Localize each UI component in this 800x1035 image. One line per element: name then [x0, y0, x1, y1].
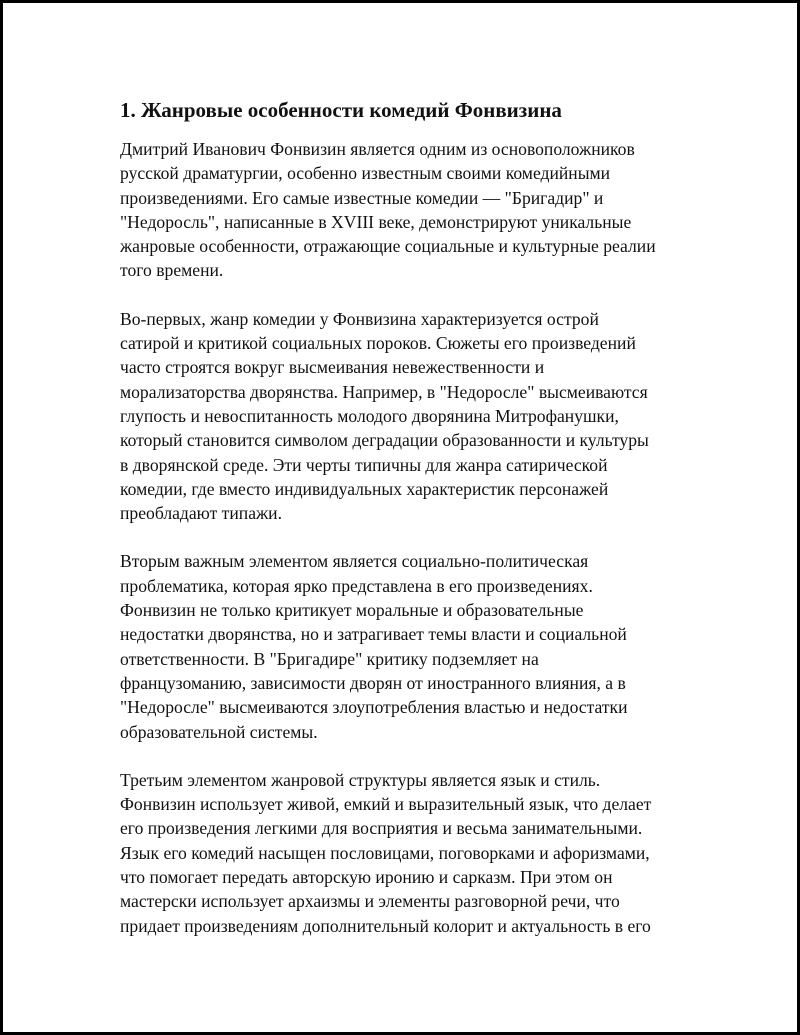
text-line: морализаторства дворянства. Например, в "Недоросле" высмеиваются	[120, 381, 648, 402]
text-line: образовательной системы.	[120, 721, 318, 742]
text-line: преобладают типажи.	[120, 503, 282, 524]
paragraph	[120, 768, 700, 938]
paragraphs-container	[120, 137, 700, 938]
text-line: ответственности. В "Бригадире" критику подземляет на	[120, 648, 539, 669]
text-line: "Недоросль", написанные в XVIII веке, демонстрируют уникальные	[120, 211, 632, 232]
section-heading: 1. Жанровые особенности комедий Фонвизина	[120, 98, 562, 122]
text-line: Третьим элементом жанровой структуры является язык и стиль.	[120, 769, 601, 790]
text-line: его произведения легкими для восприятия и весьма занимательными.	[120, 818, 643, 839]
text-line: Во-первых, жанр комедии у Фонвизина характеризуется острой	[120, 308, 599, 329]
text-line: русской драматургии, особенно известным своими комедийными	[120, 163, 611, 184]
text-line: французоманию, зависимости дворян от иностранного влияния, а в	[120, 672, 626, 693]
text-line: Фонвизин использует живой, емкий и выразительный язык, что делает	[120, 794, 652, 815]
text-line: мастерски использует архаизмы и элементы разговорной речи, что	[120, 891, 620, 912]
text-line: глупость и невоспитанность молодого дворянина Митрофанушки,	[120, 405, 619, 426]
text-line: сатирой и критикой социальных пороков. Сюжеты его произведений	[120, 333, 636, 354]
paragraph	[120, 307, 700, 526]
text-line: Язык его комедий насыщен пословицами, поговорками и афоризмами,	[120, 842, 650, 863]
text-line: Дмитрий Иванович Фонвизин является одним из основоположников	[120, 139, 635, 159]
text-line: того времени.	[120, 260, 224, 281]
text-line: часто строятся вокруг высмеивания невежественности и	[120, 357, 545, 378]
text-line: "Недоросле" высмеиваются злоупотребления властью и недостатки	[120, 697, 628, 718]
text-line: придает произведениям дополнительный колорит и актуальность в его	[120, 915, 651, 936]
text-line: жанровые особенности, отражающие социальные и культурные реалии	[120, 236, 656, 257]
text-line: Вторым важным элементом является социально-политическая	[120, 551, 589, 572]
paragraph	[120, 137, 700, 283]
paragraph	[120, 549, 700, 743]
document-body	[120, 97, 700, 962]
text-line: Фонвизин не только критикует моральные и образовательные	[120, 600, 584, 621]
text-line: который становится символом деградации образованности и культуры	[120, 430, 649, 451]
text-line: недостатки дворянства, но и затрагивает темы власти и социальной	[120, 624, 627, 645]
text-line: проблематика, которая ярко представлена в его произведениях.	[120, 575, 593, 596]
text-line: произведениями. Его самые известные комедии — "Бригадир" и	[120, 187, 604, 208]
text-line: комедии, где вместо индивидуальных характеристик персонажей	[120, 478, 609, 499]
text-line: в дворянской среде. Эти черты типичны для жанра сатирической	[120, 454, 608, 475]
text-line: что помогает передать авторскую иронию и сарказм. При этом он	[120, 867, 613, 888]
